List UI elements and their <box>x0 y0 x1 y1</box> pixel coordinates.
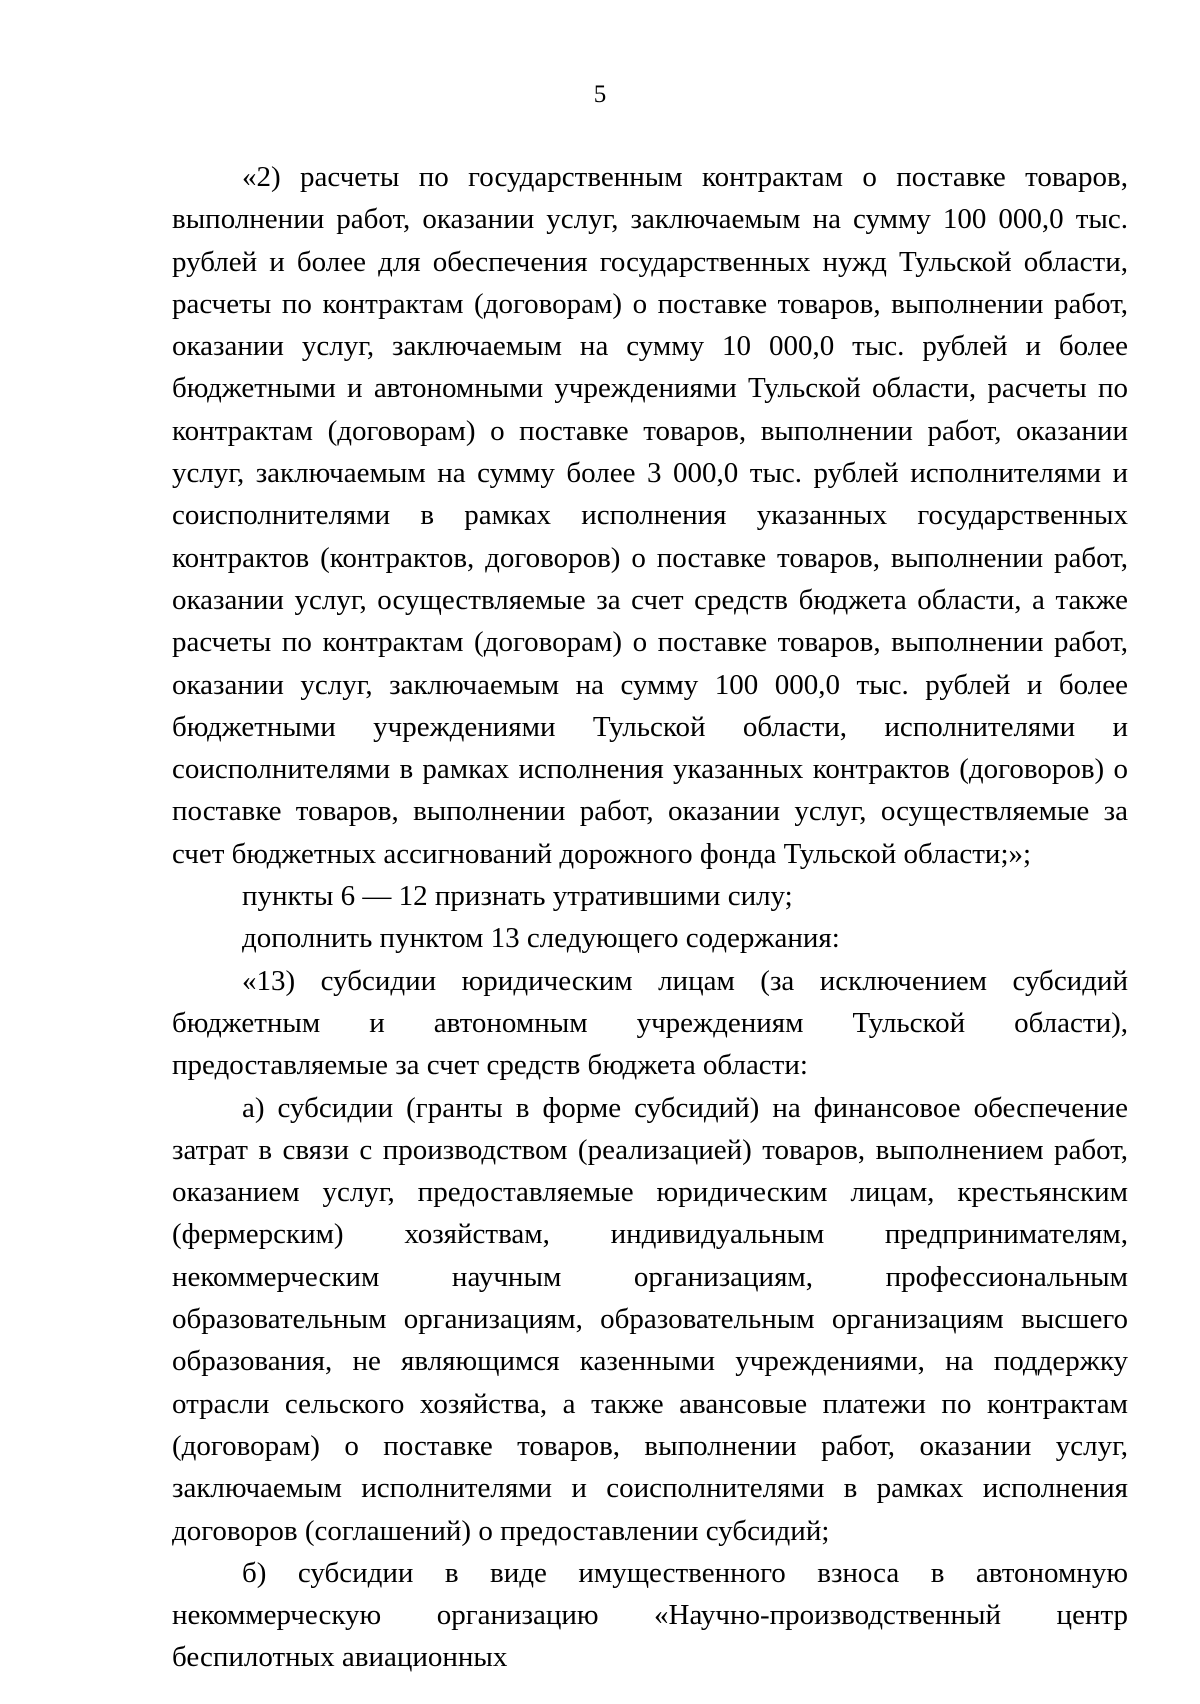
paragraph-settlements: «2) расчеты по государственным контрактам о поставке товаров, выполнении работ, оказании услуг, заключаемым на сумму 100 000,0 тыс. рублей и более для обеспечения государственных нужд Тульской области, расчеты по контрактам (договорам) о поставке товаров, выполнении работ, оказании услуг, заключаемым на сумму 10 000,0 тыс. рублей и более бюджетными и автономными учреждениями Тульской области, расчеты по контрактам (договорам) о поставке товаров, выполнении работ, оказании услуг, заключаемым на сумму более 3 000,0 тыс. рублей исполнителями и соисполнителями в рамках исполнения указанных государственных контрактов (контрактов, договоров) о поставке товаров, выполнении работ, оказании услуг, осуществляемые за счет средств бюджета области, а также расчеты по контрактам (договорам) о поставке товаров, выполнении работ, оказании услуг, заключаемым на сумму 100 000,0 тыс. рублей и более бюджетными учреждениями Тульской области, исполнителями и соисполнителями в рамках исполнения указанных контрактов (договоров) о поставке товаров, выполнении работ, оказании услуг, осуществляемые за счет бюджетных ассигнований дорожного фонда Тульской области;»; <box>172 161 1128 870</box>
paragraph-item-13-subsidies: «13) субсидии юридическим лицам (за исключением субсидий бюджетным и автономным учреждениям Тульской области), предоставляемые за счет средств бюджета области: <box>172 964 1128 1082</box>
document-body <box>172 156 1128 1679</box>
page-number: 5 <box>593 81 607 108</box>
paragraph-subitem-a: а) субсидии (гранты в форме субсидий) на финансовое обеспечение затрат в связи с производством (реализацией) товаров, выполнением работ, оказанием услуг, предоставляемые юридическим лицам, крестьянским (фермерским) хозяйствам, индивидуальным предпринимателям, некоммерческим научным организациям, профессиональным образовательным организациям, образовательным организациям высшего образования, не являющимся казенными учреждениями, на поддержку отрасли сельского хозяйства, а также авансовые платежи по контрактам (договорам) о поставке товаров, выполнении работ, оказании услуг, заключаемым исполнителями и соисполнителями в рамках исполнения договоров (соглашений) о предоставлении субсидий; <box>172 1091 1128 1547</box>
paragraph-add-item-13: дополнить пунктом 13 следующего содержания: <box>242 922 840 955</box>
paragraph-subitem-b: б) субсидии в виде имущественного взноса в автономную некоммерческую организацию «Научно-производственный центр беспилотных авиационных <box>172 1556 1128 1674</box>
paragraph-repeal-items: пункты 6 — 12 признать утратившими силу; <box>242 880 793 913</box>
